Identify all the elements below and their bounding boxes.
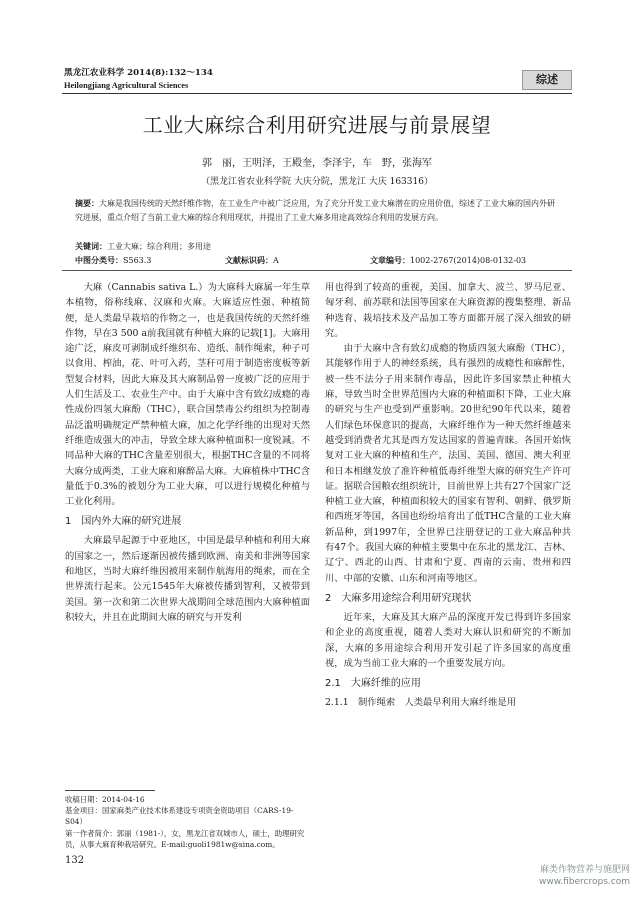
left-column — [65, 280, 310, 625]
section-heading-2-1-1: 2.1.1 制作绳索 — [325, 697, 396, 709]
paragraph: 大麻（Cannabis sativa L.）为大麻科大麻属一年生草本植物，俗称线麻、汉麻和火麻。大麻适应性强、种植简便，是人类最早栽培的作物之一，也是我国传统的天然纤维作物，早在3 500 a前我国就有种植大麻的记载[1]。大麻用途广泛，麻皮可剥制成纤维织布、造纸、制作绳索，种子可以食用、榨油，花、叶可入药，茎秆可用于制造密度板等新型复合材料，因此大麻及其大麻制品曾一度被广泛的应用于人们生活及工、农业生产中。由于大麻中含有致幻成瘾的毒性成份四氢大麻酚（THC），联合国禁毒公约组织为控制毒品泛滥明确规定严禁种植大麻，加之化学纤维的出现对天然纤维造成强大的冲击，导致全球大麻种植面积一度锐减。不同品种大麻的THC含量差别很大，根据THC含量的不同将大麻分成两类，工业大麻和麻醉品大麻。大麻植株中THC含量低于0.3%的被划分为工业大麻，可以进行规模化种植与工业化利用。 — [65, 282, 310, 508]
abstract-text: 大麻是我国传统的天然纤维作物，在工业生产中被广泛应用，为了充分开发工业大麻潜在的应用价值，综述了工业大麻的国内外研究进展，重点介绍了当前工业大麻的综合利用现状，并提出了工业大麻多用途高效综合利用的发展方向。 — [75, 199, 555, 222]
footnote-rule — [65, 790, 155, 791]
paragraph: 用也得到了较高的重视，美国、加拿大、波兰、罗马尼亚、匈牙利、前苏联和法国等国家在大麻资源的搜集整理、新品种选育、栽培技术及产品加工等方面都开展了深入细致的研究。 — [325, 282, 571, 339]
abstract — [75, 196, 559, 225]
affiliation: （黑龙江省农业科学院 大庆分院，黑龙江 大庆 163316） — [201, 177, 433, 187]
paragraph: 由于大麻中含有致幻成瘾的物质四氢大麻酚（THC），其能够作用于人的神经系统，具有强烈的成瘾性和麻醉性，被一些不法分子用来制作毒品，因此许多国家禁止种植大麻，导致当时全世界范围内大麻的种植面积下降，工业大麻的研究与生产也受到严重影响。20世纪90年代以来，随着人们绿色环保意识的提高，大麻纤维作为一种天然纤维越来越受到消费者尤其是西方发达国家的普遍青睐。各国开始恢复对工业大麻的种植和生产，法国、美国、德国、澳大利亚和日本相继发放了准许种植低毒纤维型大麻的研究生产许可证。据联合国粮农组织统计，目前世界上共有27个国家广泛种植工业大麻，种植面积较大的国家有智利、朝鲜、俄罗斯和西班牙等国，各国也纷纷培育出了低THC含量的工业大麻新品种，到1997年，全世界已注册登记的工业大麻品种共有47个。我国大麻的种植主要集中在东北的黑龙江、吉林、辽宁、西北的山西、甘肃和宁夏、西南的云南、贵州和四川、中部的安徽、山东和河南等地区。 — [325, 343, 571, 584]
section-tag: 综述 — [522, 70, 572, 90]
page-number: 132 — [65, 855, 85, 866]
fund-note: 基金项目：国家麻类产业技术体系建设专项资金资助项目（CARS-19-S04） — [65, 806, 294, 827]
clc-label: 中图分类号： — [75, 255, 123, 265]
doc-code-value: A — [273, 256, 279, 265]
journal-english-name: Heilongjiang Agricultural Sciences — [64, 81, 189, 90]
received-date: 收稿日期：2014-04-16 — [65, 795, 145, 804]
authors: 郭 丽，王明泽，王殿奎，李泽宇，车 野，张海军 — [202, 158, 432, 169]
keywords — [75, 240, 559, 253]
header-rule — [62, 93, 572, 94]
keywords-text: 工业大麻；综合利用；多用途 — [107, 242, 211, 251]
watermark: 麻类作物营养与施肥网 www.fibercrops.com — [539, 865, 630, 887]
author-note: 第一作者简介：郭丽（1981-），女，黑龙江省双城市人，硕士，助理研究员，从事大麻育种栽培研究。E-mail:guoli1981w@sina.com。 — [65, 828, 305, 849]
subsection-text: 人类最早利用大麻纤维是用 — [404, 697, 517, 709]
keywords-label: 关键词： — [75, 241, 107, 251]
abstract-rule — [62, 270, 572, 271]
article-meta — [75, 254, 575, 267]
article-id-value: 1002-2767(2014)08-0132-03 — [410, 256, 527, 265]
section-heading-1: 1 国内外大麻的研究进展 — [65, 516, 182, 528]
section-heading-2: 2 大麻多用途综合利用研究现状 — [325, 592, 472, 604]
paragraph: 大麻最早起源于中亚地区，中国是最早种植和利用大麻的国家之一，然后逐渐因被传播到欧洲、南美和非洲等国家和地区，当时大麻纤维因被用来制作航海用的绳索，而在全世界流行起来。公元1545年大麻被传播到智利，又被带到美国。第一次和第二次世界大战期间全球范围内大麻种植面积较大，并且在此期间大麻的研究与开发利 — [65, 535, 310, 623]
article-title: 工业大麻综合利用研究进展与前景展望 — [142, 113, 492, 137]
journal-citation: 黑龙江农业科学 2014(8):132～134 — [64, 68, 213, 78]
doc-code-label: 文献标识码： — [225, 255, 273, 265]
section-heading-2-1: 2.1 大麻纤维的应用 — [325, 678, 421, 690]
right-column — [325, 280, 571, 710]
footnotes — [65, 794, 310, 850]
clc-value: S563.3 — [123, 256, 152, 265]
abstract-label: 摘要： — [75, 198, 99, 208]
subsection-paragraph — [325, 695, 571, 710]
article-id-label: 文章编号： — [370, 255, 410, 265]
paragraph: 近年来，大麻及其大麻产品的深度开发已得到许多国家和企业的高度重视，随着人类对大麻认识和研究的不断加深，大麻的多用途综合利用开发引起了许多国家的高度重视，成为当前工业大麻的一个重要发展方向。 — [325, 611, 571, 669]
